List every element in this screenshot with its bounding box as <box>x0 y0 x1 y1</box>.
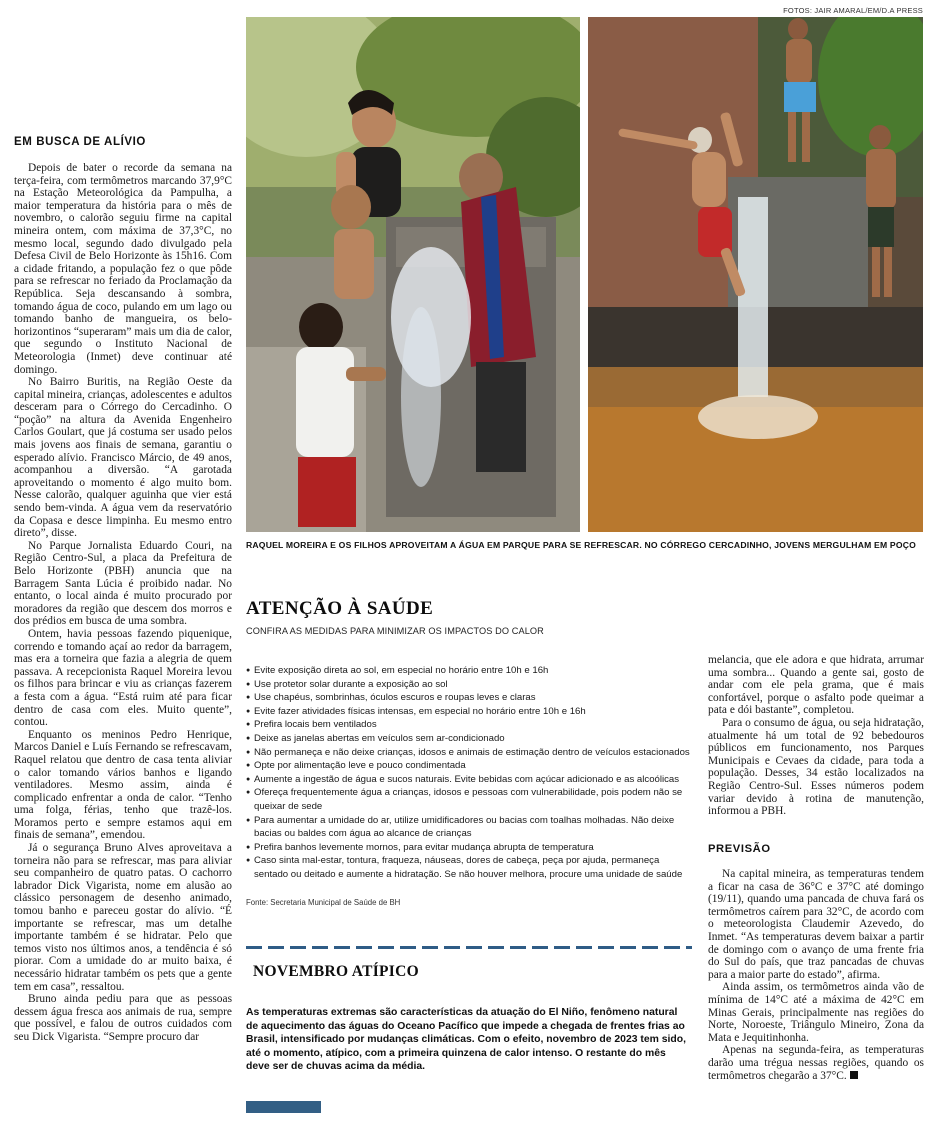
previsao-body <box>708 868 924 1082</box>
health-box-subtitle: CONFIRA AS MEDIDAS PARA MINIMIZAR OS IMPACTOS DO CALOR <box>246 626 544 636</box>
health-tip-item: ● Caso sinta mal-estar, tontura, fraqueza, náuseas, dores de cabeça, peça por ajuda, permaneça sentado ou deitado e aumente a hidratação. Se não houver melhora, procure uma unidade de saúde <box>246 854 696 881</box>
health-tip-item: ● Use chapéus, sombrinhas, óculos escuros e roupas leves e claras <box>246 691 696 705</box>
health-tip-item: ● Não permaneça e não deixe crianças, idosos e animais de estimação dentro de veículos estacionados <box>246 746 696 760</box>
section-heading-alivio: EM BUSCA DE ALÍVIO <box>14 136 146 148</box>
health-tip-item: ● Prefira banhos levemente mornos, para evitar mudança abrupta de temperatura <box>246 841 696 855</box>
right-article-column <box>708 654 924 818</box>
left-article-column <box>14 136 232 1044</box>
health-tip-item: ● Opte por alimentação leve e pouco condimentada <box>246 759 696 773</box>
dashed-divider <box>246 946 692 949</box>
photo-creek-jumping <box>588 17 923 532</box>
previsao-column <box>708 868 924 1082</box>
health-box-title: ATENÇÃO À SAÚDE <box>246 598 434 619</box>
article-paragraph: Depois de bater o recorde da semana na terça-feira, com termômetros marcando 37,9°C na Estação Meteorológica da Pampulha, a maior temperatura da história para o mês de novembro, o calorão seguiu firme na capital mineira ontem, com máxima de 37,3°C, no mesmo local, segundo dado divulgado pela Defesa Civil de Belo Horizonte às 15h16. Com a cidade fritando, a população fez o que pôde para se refrescar no feriado da Proclamação da República. Seja descansando à sombra, tomando água de coco, pulando em um lago ou tomando banho de mangueira, os belo-horizontinos “superaram” mais um dia de calor, que segundo o Instituto Nacional de Meteorologia (Inmet) deve continuar até domingo. <box>14 162 232 376</box>
health-tip-item: ● Para aumentar a umidade do ar, utilize umidificadores ou bacias com toalhas molhadas. Não deixe bacias ou baldes com água ao alcance de crianças <box>246 814 696 841</box>
photo-caption: RAQUEL MOREIRA E OS FILHOS APROVEITAM A ÁGUA EM PARQUE PARA SE REFRESCAR. NO CÓRREGO CERCADINHO, JOVENS MERGULHAM EM POÇO <box>246 540 917 550</box>
article-paragraph: Enquanto os meninos Pedro Henrique, Marcos Daniel e Luís Fernando se refrescavam, Raquel relatou que dentro de casa tenta aliviar o calor tomando vários banhos e ligando ventiladores. Mesmo assim, ainda é complicado enfrentar a onda de calor. “Tenho uma folga, férias, tenho que trazê-los. Moramos perto e sempre estamos aqui em finais de semana”, emendou. <box>14 728 232 842</box>
health-tip-item: ● Evite fazer atividades físicas intensas, em especial no horário entre 10h e 16h <box>246 705 696 719</box>
photo-credit: FOTOS: JAIR AMARAL/EM/D.A PRESS <box>783 6 923 15</box>
article-paragraph: Já o segurança Bruno Alves aproveitava a torneira não para se refrescar, mas para aliviar seu companheiro de quatro patas. O cachorro labrador Dick Vigarista, nome em alusão ao clássico personagem de desenho animado, tomou banho e pareceu gostar do alívio. “É importante se refrescar, mas um detalhe importante também é se hidratar. Pelo que temos visto nos últimos anos, a tendência é só piorar. Com a umidade do ar muito baixa, é necessário hidratar também os pets que a gente tem em casa”, ressaltou. <box>14 842 232 993</box>
health-tip-item: ● Use protetor solar durante a exposição ao sol <box>246 678 696 692</box>
novembro-atipico-text: As temperaturas extremas são características da atuação do El Niño, fenômeno natural de aquecimento das águas do Oceano Pacífico que impede a chegada de frentes frias ao Brasil, intensificado por mudanças climáticas. Com o efeito, novembro de 2023 tem sido, até o momento, atípico, com a primeira quinzena de calor intenso. O restante do mês deve ser de chuvas acima da média. <box>246 1007 686 1073</box>
end-of-article-mark <box>850 1071 858 1079</box>
health-tips-list <box>246 664 696 882</box>
health-tip-item: ● Ofereça frequentemente água a crianças, idosos e pessoas com vulnerabilidade, pois podem não se queixar de sede <box>246 786 696 813</box>
health-tip-item: ● Deixe as janelas abertas em veículos sem ar-condicionado <box>246 732 696 746</box>
article-paragraph: Ainda assim, os termômetros ainda vão de mínima de 14°C até a máxima de 42°C em Minas Gerais, principalmente nas regiões do Norte, Noroeste, Triângulo Mineiro, Zona da Mata e Jequitinhonha. <box>708 981 924 1044</box>
novembro-atipico-title: NOVEMBRO ATÍPICO <box>253 963 419 980</box>
article-paragraph: No Bairro Buritis, na Região Oeste da capital mineira, crianças, adolescentes e adultos desceram para o Córrego do Cercadinho. O “poção” na altura da Avenida Engenheiro Carlos Goulart, que já costuma ser usado pelos mais jovens aos finais de semana, garantiu o esperado alívio. Francisco Márcio, de 49 anos, acompanhou a diversão. “A garotada aproveitando o momento é algo muito bom. Nesse calorão, qualquer aguinha que vier está sendo bem-vinda. A água vem da reservatório da Copasa e desce limpinha. Eu mesmo entro direto”, disse. <box>14 376 232 540</box>
article-paragraph: Ontem, havia pessoas fazendo piquenique, correndo e tomando açaí ao redor da barragem, mas era a torneira que fazia a alegria de quem passava. A recepcionista Raquel Moreira levou os filhos para brincar e viu as crianças fazerem a festa com a água. “Está ruim até para ficar dentro de casa com eles. Muito quente”, contou. <box>14 627 232 729</box>
decorative-blue-bar <box>246 1101 321 1113</box>
article-paragraph: Bruno ainda pediu para que as pessoas dessem água fresca aos animais de rua, sempre que possível, e falou de outros cuidados com seu Dick Vigarista. “Sempre procuro dar <box>14 993 232 1043</box>
health-tip-item: ● Aumente a ingestão de água e sucos naturais. Evite bebidas com açúcar adicionado e as alcoólicas <box>246 773 696 787</box>
section-heading-previsao: PREVISÃO <box>708 843 771 855</box>
article-paragraph: Na capital mineira, as temperaturas tendem a ficar na casa de 36°C e 37°C até domingo (19/11), quando uma pancada de chuva fará os termômetros caírem para 32°C, de acordo com o meteorologista Claudemir Azevedo, do Inmet. “As temperaturas devem baixar a partir de domingo com o avanço de uma frente fria do Sul do país, que traz pancadas de chuvas para a maior parte do estado”, afirma. <box>708 868 924 981</box>
article-paragraph <box>708 1044 924 1082</box>
left-article-body <box>14 162 232 1044</box>
photo-family-water-tap <box>246 17 580 532</box>
article-paragraph: No Parque Jornalista Eduardo Couri, na Região Centro-Sul, a placa da Prefeitura de Belo Horizonte (PBH) anuncia que na Barragem Santa Lúcia é proibido nadar. No entanto, o local ainda é muito procurado por moradores da região que descem dos morros e dos prédios em busca de uma sombra. <box>14 539 232 628</box>
health-source: Fonte: Secretaria Municipal de Saúde de BH <box>246 898 401 907</box>
article-paragraph: Para o consumo de água, ou seja hidratação, atualmente há um total de 92 bebedouros públicos em funcionamento, nos Parques Municipais e Cevaes da cidade, para toda a população. Desses, 34 estão localizados na Região Centro-Sul. Esses números podem variar devido à rotina de manutenção, informou a PBH. <box>708 716 924 818</box>
health-tip-item: ● Prefira locais bem ventilados <box>246 718 696 732</box>
last-paragraph-text: Apenas na segunda-feira, as temperaturas darão uma trégua nessas regiões, quando os termômetros chegarão a 37°C. <box>708 1044 924 1082</box>
health-tip-item: ● Evite exposição direta ao sol, em especial no horário entre 10h e 16h <box>246 664 696 678</box>
right-article-body <box>708 654 924 818</box>
article-paragraph: melancia, que ele adora e que hidrata, arrumar uma sombra... Quando a gente sai, gosto de andar com ele pela grama, que é mais confortável, porque o asfalto pode queimar a pata e dói bastante”, completou. <box>708 654 924 717</box>
